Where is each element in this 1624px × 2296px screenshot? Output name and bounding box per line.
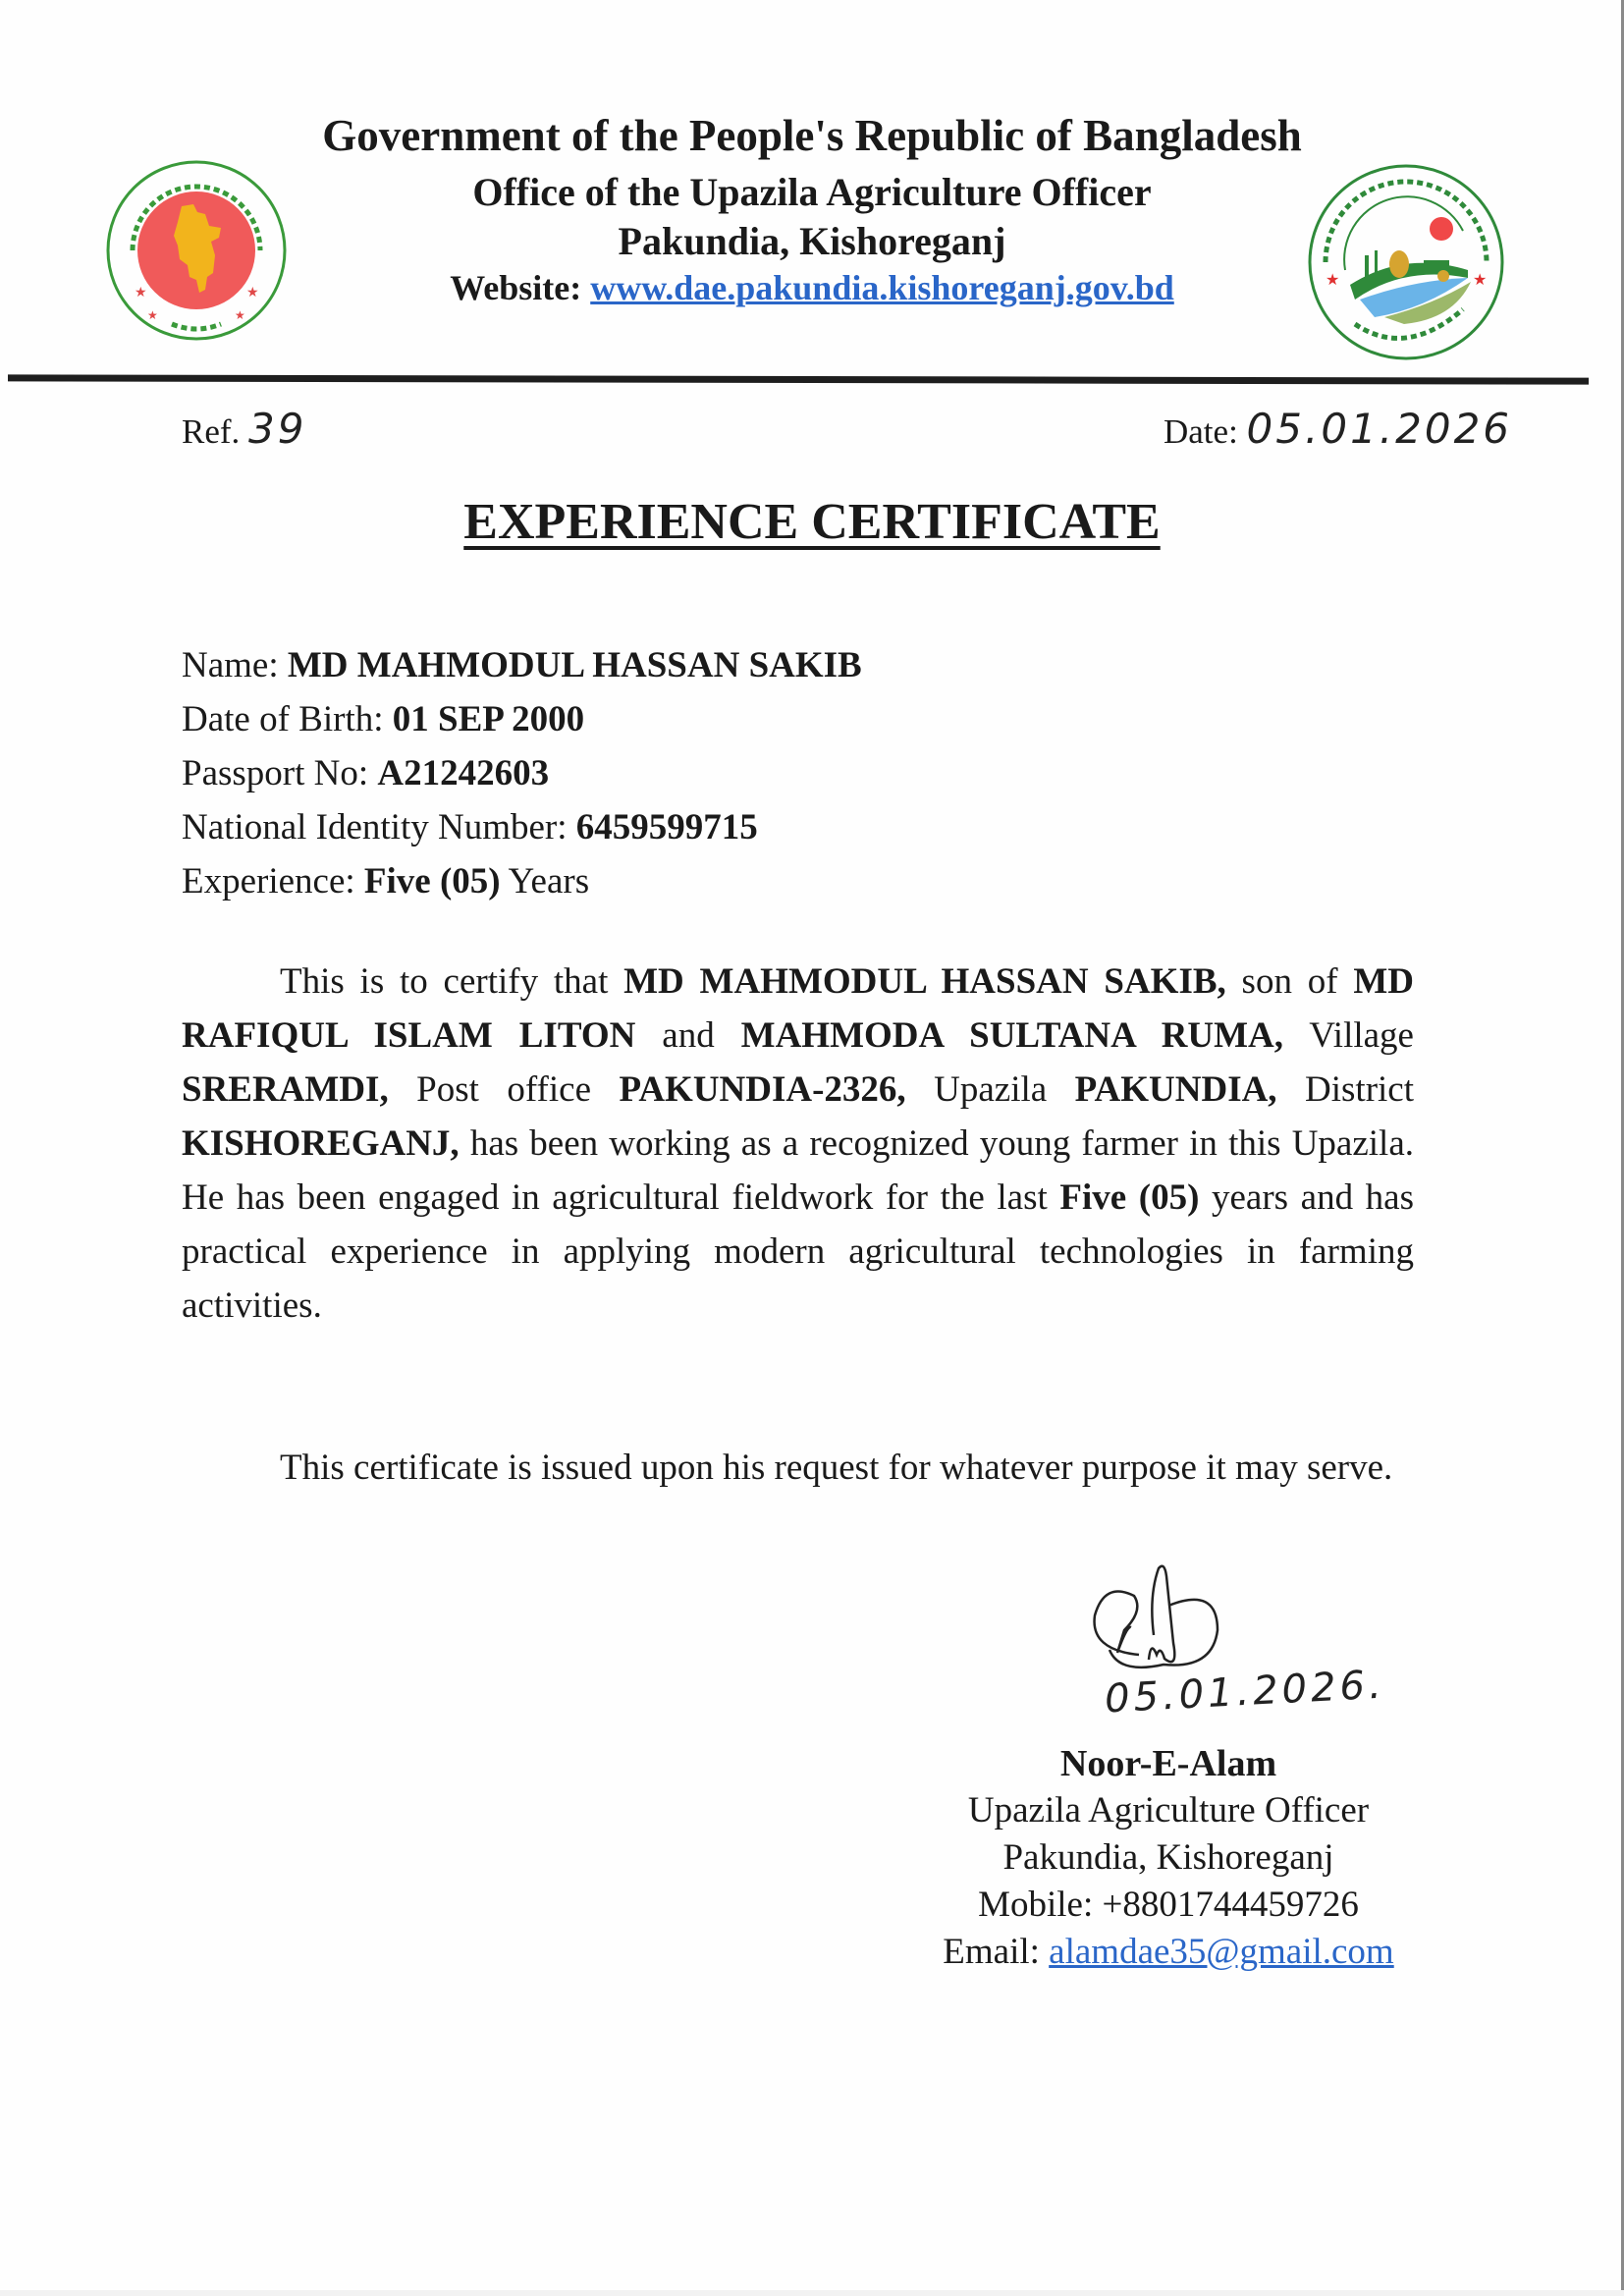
experience-row: Experience: Five (05) Years — [182, 861, 590, 902]
header-office-title: Office of the Upazila Agriculture Officer — [472, 170, 1152, 214]
header-website — [0, 267, 1624, 308]
signatory-designation: Upazila Agriculture Officer — [967, 1790, 1370, 1831]
ref-value: 39 — [248, 405, 307, 453]
nid-value: 6459599715 — [575, 807, 758, 847]
issue-date — [1164, 405, 1512, 453]
signatory-mobile: Mobile: +8801744459726 — [978, 1885, 1359, 1925]
svg-text:★: ★ — [135, 286, 147, 301]
ref-label: Ref. — [182, 412, 241, 451]
header-government-title: Government of the People's Republic of Bangladesh — [322, 111, 1302, 160]
website-link[interactable]: www.dae.pakundia.kishoreganj.gov.bd — [590, 268, 1174, 307]
name-row: Name: MD MAHMODUL HASSAN SAKIB — [182, 645, 862, 685]
svg-text:★: ★ — [1326, 272, 1340, 289]
signatory-name: Noor-E-Alam — [1059, 1743, 1277, 1784]
signatory-location: Pakundia, Kishoreganj — [1002, 1837, 1334, 1878]
dob-row: Date of Birth: 01 SEP 2000 — [182, 699, 585, 739]
dob-value: 01 SEP 2000 — [392, 699, 585, 739]
passport-value: A21242603 — [377, 753, 550, 793]
svg-text:★: ★ — [1473, 272, 1488, 289]
signatory-block — [864, 1740, 1473, 1976]
svg-text:★: ★ — [147, 308, 158, 322]
svg-text:★: ★ — [246, 286, 259, 301]
date-label: Date: — [1164, 412, 1238, 451]
scan-edge-bottom — [0, 2290, 1624, 2296]
passport-row: Passport No: A21242603 — [182, 753, 550, 793]
name-value: MD MAHMODUL HASSAN SAKIB — [287, 645, 862, 685]
signature-icon — [1080, 1557, 1267, 1684]
svg-text:★: ★ — [235, 308, 245, 322]
website-label: Website: — [450, 268, 582, 307]
personal-info-block — [182, 638, 862, 908]
date-value: 05.01.2026 — [1246, 405, 1513, 453]
purpose-paragraph: This certificate is issued upon his request for whatever purpose it may serve. — [280, 1448, 1393, 1488]
header-divider — [8, 374, 1589, 384]
header-location: Pakundia, Kishoreganj — [618, 219, 1006, 263]
email-link[interactable]: alamdae35@gmail.com — [1049, 1932, 1394, 1972]
document-title: EXPERIENCE CERTIFICATE — [463, 494, 1161, 550]
certification-paragraph: This is to certify that MD MAHMODUL HASSAN SAKIB, son of MD RAFIQUL ISLAM LITON and MAHMODA SULTANA RUMA, Village SRERAMDI, Post office PAKUNDIA-2326, Upazila PAKUNDIA, District KISHOREGANJ, has been working as a recognized young farmer in this Upazila. He has been engaged in agricultural fieldwork for the last Five (05) years and has practical experience in applying modern agricultural technologies in farming activities. — [182, 961, 1415, 1326]
signatory-email: Email: alamdae35@gmail.com — [943, 1932, 1394, 1972]
nid-row: National Identity Number: 6459599715 — [182, 807, 758, 847]
signature-date: 05.01.2026. — [1103, 1662, 1386, 1722]
reference-number — [182, 405, 307, 453]
experience-value: Five (05) — [363, 861, 501, 902]
